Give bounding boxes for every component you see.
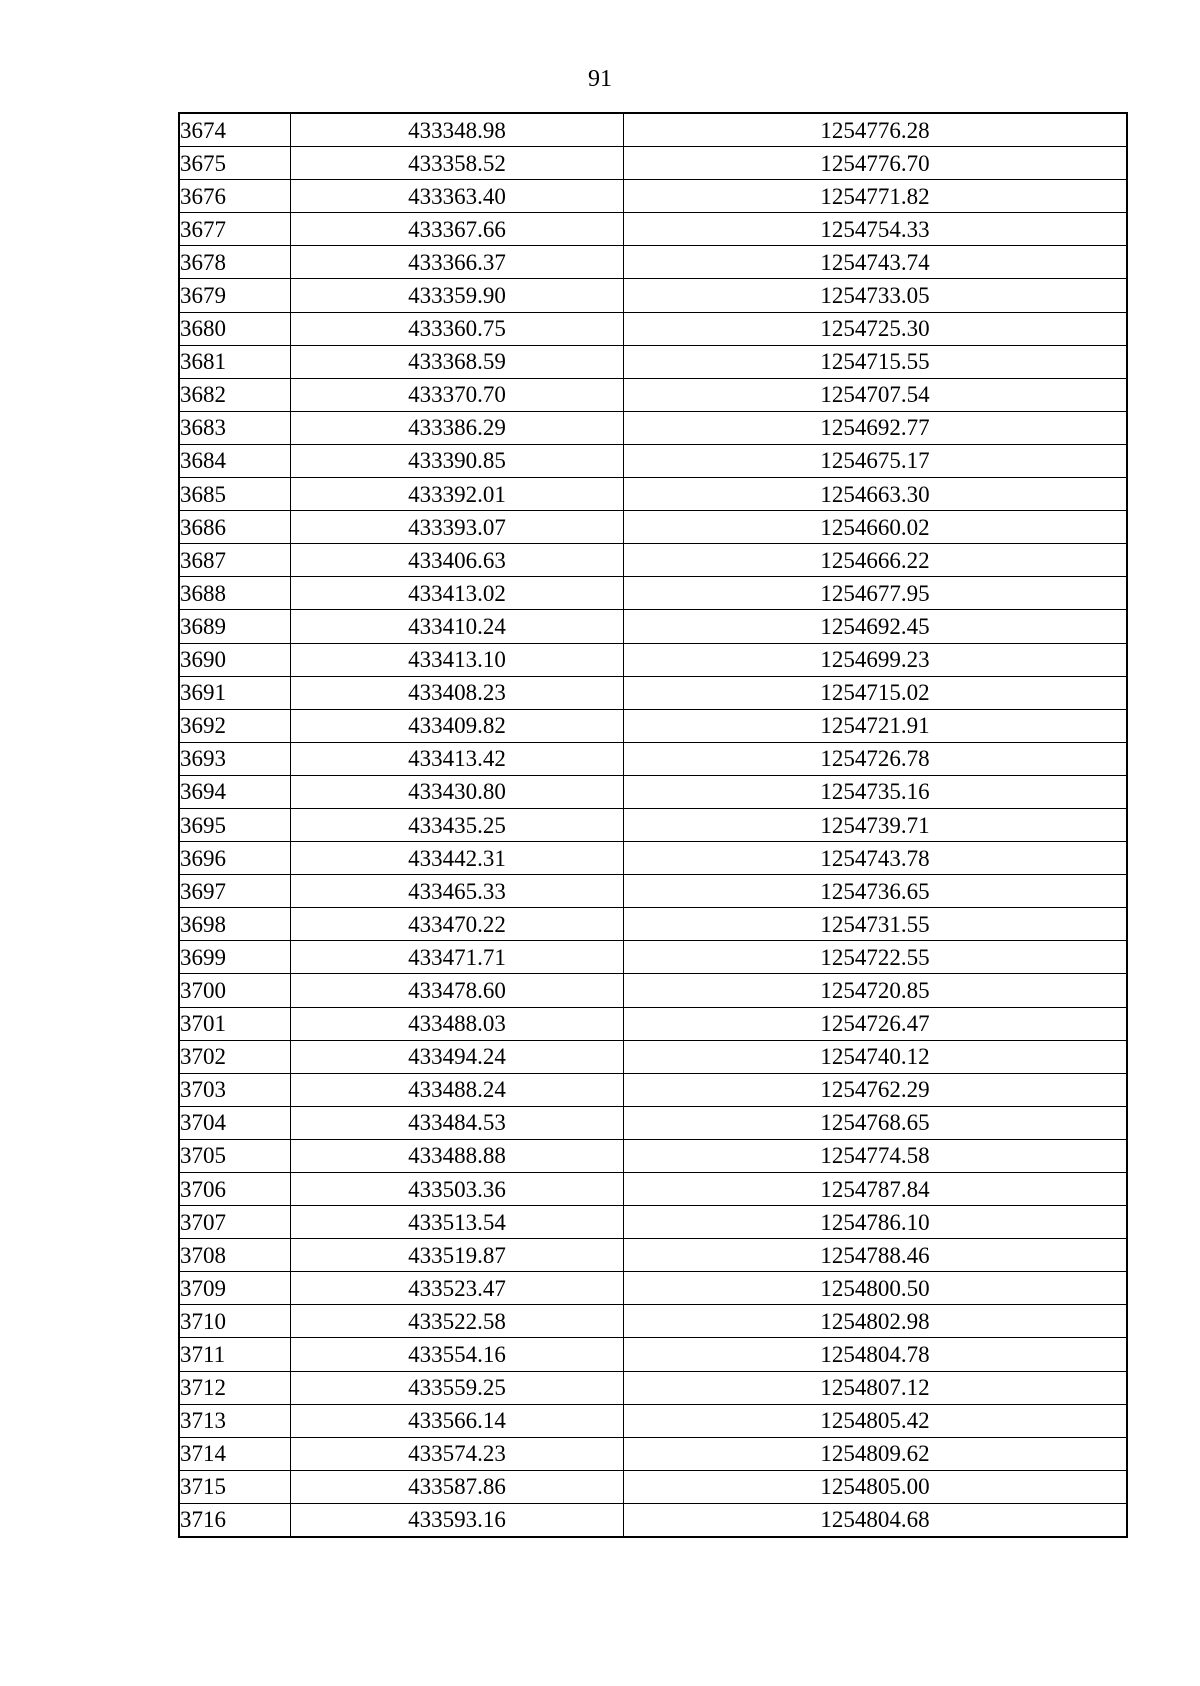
y-coordinate-cell: 1254692.45 <box>624 610 1128 643</box>
x-coordinate-cell: 433413.10 <box>291 643 624 676</box>
point-id-cell: 3712 <box>179 1371 291 1404</box>
x-coordinate-cell: 433363.40 <box>291 180 624 213</box>
x-coordinate-cell: 433494.24 <box>291 1040 624 1073</box>
point-id-cell: 3691 <box>179 676 291 709</box>
x-coordinate-cell: 433593.16 <box>291 1503 624 1537</box>
point-id-cell: 3677 <box>179 213 291 246</box>
table-row <box>179 279 1127 312</box>
table-row <box>179 643 1127 676</box>
point-id-cell: 3699 <box>179 941 291 974</box>
table-row <box>179 444 1127 477</box>
table-row <box>179 1173 1127 1206</box>
y-coordinate-cell: 1254677.95 <box>624 577 1128 610</box>
table-row <box>179 411 1127 444</box>
point-id-cell: 3692 <box>179 709 291 742</box>
point-id-cell: 3679 <box>179 279 291 312</box>
x-coordinate-cell: 433392.01 <box>291 478 624 511</box>
table-row <box>179 180 1127 213</box>
x-coordinate-cell: 433566.14 <box>291 1404 624 1437</box>
point-id-cell: 3690 <box>179 643 291 676</box>
y-coordinate-cell: 1254805.42 <box>624 1404 1128 1437</box>
point-id-cell: 3703 <box>179 1073 291 1106</box>
table-row <box>179 1007 1127 1040</box>
x-coordinate-cell: 433559.25 <box>291 1371 624 1404</box>
y-coordinate-cell: 1254715.02 <box>624 676 1128 709</box>
x-coordinate-cell: 433471.71 <box>291 941 624 974</box>
y-coordinate-cell: 1254776.70 <box>624 147 1128 180</box>
point-id-cell: 3698 <box>179 908 291 941</box>
point-id-cell: 3711 <box>179 1338 291 1371</box>
y-coordinate-cell: 1254774.58 <box>624 1139 1128 1172</box>
x-coordinate-cell: 433523.47 <box>291 1272 624 1305</box>
y-coordinate-cell: 1254722.55 <box>624 941 1128 974</box>
point-id-cell: 3675 <box>179 147 291 180</box>
table-row <box>179 1470 1127 1503</box>
table-row <box>179 1371 1127 1404</box>
table-row <box>179 1338 1127 1371</box>
point-id-cell: 3710 <box>179 1305 291 1338</box>
table-row <box>179 1272 1127 1305</box>
point-id-cell: 3694 <box>179 775 291 808</box>
table-row <box>179 676 1127 709</box>
x-coordinate-cell: 433484.53 <box>291 1106 624 1139</box>
y-coordinate-cell: 1254675.17 <box>624 444 1128 477</box>
coordinates-table <box>178 112 1128 1538</box>
point-id-cell: 3696 <box>179 842 291 875</box>
table-row <box>179 1206 1127 1239</box>
x-coordinate-cell: 433574.23 <box>291 1437 624 1470</box>
y-coordinate-cell: 1254807.12 <box>624 1371 1128 1404</box>
point-id-cell: 3684 <box>179 444 291 477</box>
point-id-cell: 3683 <box>179 411 291 444</box>
point-id-cell: 3708 <box>179 1239 291 1272</box>
point-id-cell: 3704 <box>179 1106 291 1139</box>
x-coordinate-cell: 433358.52 <box>291 147 624 180</box>
x-coordinate-cell: 433442.31 <box>291 842 624 875</box>
point-id-cell: 3685 <box>179 478 291 511</box>
table-row <box>179 610 1127 643</box>
table-row <box>179 875 1127 908</box>
x-coordinate-cell: 433522.58 <box>291 1305 624 1338</box>
y-coordinate-cell: 1254809.62 <box>624 1437 1128 1470</box>
table-row <box>179 511 1127 544</box>
x-coordinate-cell: 433465.33 <box>291 875 624 908</box>
point-id-cell: 3716 <box>179 1503 291 1537</box>
table-row <box>179 709 1127 742</box>
point-id-cell: 3680 <box>179 312 291 345</box>
table-row <box>179 312 1127 345</box>
table-row <box>179 113 1127 147</box>
x-coordinate-cell: 433413.02 <box>291 577 624 610</box>
x-coordinate-cell: 433370.70 <box>291 378 624 411</box>
x-coordinate-cell: 433366.37 <box>291 246 624 279</box>
table-row <box>179 742 1127 775</box>
x-coordinate-cell: 433488.03 <box>291 1007 624 1040</box>
y-coordinate-cell: 1254715.55 <box>624 345 1128 378</box>
table-row <box>179 1437 1127 1470</box>
point-id-cell: 3674 <box>179 113 291 147</box>
y-coordinate-cell: 1254720.85 <box>624 974 1128 1007</box>
table-row <box>179 213 1127 246</box>
y-coordinate-cell: 1254743.74 <box>624 246 1128 279</box>
point-id-cell: 3681 <box>179 345 291 378</box>
y-coordinate-cell: 1254754.33 <box>624 213 1128 246</box>
x-coordinate-cell: 433488.24 <box>291 1073 624 1106</box>
y-coordinate-cell: 1254692.77 <box>624 411 1128 444</box>
table-row <box>179 1040 1127 1073</box>
y-coordinate-cell: 1254805.00 <box>624 1470 1128 1503</box>
table-row <box>179 246 1127 279</box>
x-coordinate-cell: 433513.54 <box>291 1206 624 1239</box>
table-row <box>179 1503 1127 1537</box>
x-coordinate-cell: 433409.82 <box>291 709 624 742</box>
y-coordinate-cell: 1254660.02 <box>624 511 1128 544</box>
y-coordinate-cell: 1254699.23 <box>624 643 1128 676</box>
point-id-cell: 3678 <box>179 246 291 279</box>
x-coordinate-cell: 433408.23 <box>291 676 624 709</box>
table-row <box>179 544 1127 577</box>
point-id-cell: 3706 <box>179 1173 291 1206</box>
x-coordinate-cell: 433503.36 <box>291 1173 624 1206</box>
x-coordinate-cell: 433470.22 <box>291 908 624 941</box>
table-row <box>179 842 1127 875</box>
x-coordinate-cell: 433435.25 <box>291 808 624 841</box>
x-coordinate-cell: 433360.75 <box>291 312 624 345</box>
y-coordinate-cell: 1254739.71 <box>624 808 1128 841</box>
table-row <box>179 1139 1127 1172</box>
y-coordinate-cell: 1254771.82 <box>624 180 1128 213</box>
coordinates-table-body <box>179 113 1127 1537</box>
y-coordinate-cell: 1254733.05 <box>624 279 1128 312</box>
x-coordinate-cell: 433519.87 <box>291 1239 624 1272</box>
x-coordinate-cell: 433393.07 <box>291 511 624 544</box>
table-row <box>179 147 1127 180</box>
y-coordinate-cell: 1254666.22 <box>624 544 1128 577</box>
x-coordinate-cell: 433478.60 <box>291 974 624 1007</box>
x-coordinate-cell: 433359.90 <box>291 279 624 312</box>
table-row <box>179 908 1127 941</box>
table-row <box>179 808 1127 841</box>
y-coordinate-cell: 1254726.78 <box>624 742 1128 775</box>
x-coordinate-cell: 433488.88 <box>291 1139 624 1172</box>
point-id-cell: 3693 <box>179 742 291 775</box>
point-id-cell: 3689 <box>179 610 291 643</box>
y-coordinate-cell: 1254786.10 <box>624 1206 1128 1239</box>
y-coordinate-cell: 1254707.54 <box>624 378 1128 411</box>
point-id-cell: 3695 <box>179 808 291 841</box>
point-id-cell: 3686 <box>179 511 291 544</box>
x-coordinate-cell: 433386.29 <box>291 411 624 444</box>
x-coordinate-cell: 433368.59 <box>291 345 624 378</box>
y-coordinate-cell: 1254804.78 <box>624 1338 1128 1371</box>
x-coordinate-cell: 433410.24 <box>291 610 624 643</box>
table-row <box>179 478 1127 511</box>
table-row <box>179 1106 1127 1139</box>
point-id-cell: 3709 <box>179 1272 291 1305</box>
y-coordinate-cell: 1254721.91 <box>624 709 1128 742</box>
x-coordinate-cell: 433406.63 <box>291 544 624 577</box>
point-id-cell: 3702 <box>179 1040 291 1073</box>
y-coordinate-cell: 1254762.29 <box>624 1073 1128 1106</box>
y-coordinate-cell: 1254726.47 <box>624 1007 1128 1040</box>
x-coordinate-cell: 433554.16 <box>291 1338 624 1371</box>
table-row <box>179 1073 1127 1106</box>
y-coordinate-cell: 1254776.28 <box>624 113 1128 147</box>
x-coordinate-cell: 433348.98 <box>291 113 624 147</box>
table-row <box>179 1305 1127 1338</box>
y-coordinate-cell: 1254736.65 <box>624 875 1128 908</box>
page-number: 91 <box>588 66 612 92</box>
point-id-cell: 3688 <box>179 577 291 610</box>
y-coordinate-cell: 1254725.30 <box>624 312 1128 345</box>
table-row <box>179 775 1127 808</box>
point-id-cell: 3713 <box>179 1404 291 1437</box>
table-row <box>179 378 1127 411</box>
point-id-cell: 3715 <box>179 1470 291 1503</box>
x-coordinate-cell: 433430.80 <box>291 775 624 808</box>
y-coordinate-cell: 1254802.98 <box>624 1305 1128 1338</box>
table-row <box>179 345 1127 378</box>
y-coordinate-cell: 1254788.46 <box>624 1239 1128 1272</box>
y-coordinate-cell: 1254768.65 <box>624 1106 1128 1139</box>
table-row <box>179 1239 1127 1272</box>
y-coordinate-cell: 1254735.16 <box>624 775 1128 808</box>
point-id-cell: 3705 <box>179 1139 291 1172</box>
point-id-cell: 3707 <box>179 1206 291 1239</box>
y-coordinate-cell: 1254740.12 <box>624 1040 1128 1073</box>
y-coordinate-cell: 1254743.78 <box>624 842 1128 875</box>
table-row <box>179 941 1127 974</box>
x-coordinate-cell: 433413.42 <box>291 742 624 775</box>
point-id-cell: 3714 <box>179 1437 291 1470</box>
table-row <box>179 577 1127 610</box>
point-id-cell: 3687 <box>179 544 291 577</box>
y-coordinate-cell: 1254787.84 <box>624 1173 1128 1206</box>
point-id-cell: 3682 <box>179 378 291 411</box>
point-id-cell: 3700 <box>179 974 291 1007</box>
x-coordinate-cell: 433367.66 <box>291 213 624 246</box>
y-coordinate-cell: 1254731.55 <box>624 908 1128 941</box>
y-coordinate-cell: 1254804.68 <box>624 1503 1128 1537</box>
y-coordinate-cell: 1254663.30 <box>624 478 1128 511</box>
table-row <box>179 1404 1127 1437</box>
point-id-cell: 3697 <box>179 875 291 908</box>
point-id-cell: 3701 <box>179 1007 291 1040</box>
x-coordinate-cell: 433390.85 <box>291 444 624 477</box>
x-coordinate-cell: 433587.86 <box>291 1470 624 1503</box>
table-row <box>179 974 1127 1007</box>
point-id-cell: 3676 <box>179 180 291 213</box>
y-coordinate-cell: 1254800.50 <box>624 1272 1128 1305</box>
